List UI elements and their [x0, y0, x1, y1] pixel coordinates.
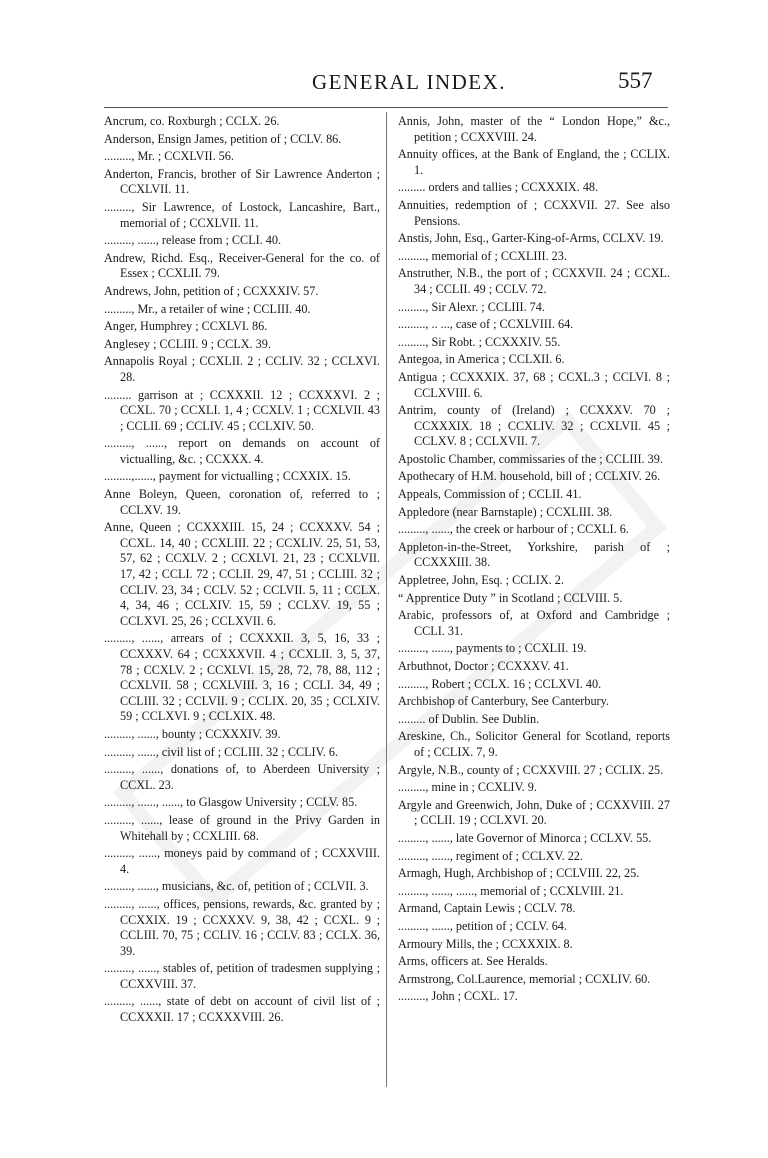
page-title: GENERAL INDEX. — [312, 70, 507, 94]
index-entry: ........., mine in ; CCXLIV. 9. — [398, 780, 537, 795]
index-entry: Arbuthnot, Doctor ; CCXXXV. 41. — [398, 659, 569, 673]
index-entry: Anstruther, N.B., the port of ; CCXXVII. 24 ; CCXL. 34 ; CCLII. 49 ; CCLV. 72. — [398, 266, 670, 296]
page-header — [0, 68, 768, 102]
index-entry: Anger, Humphrey ; CCXLVI. 86. — [104, 319, 268, 334]
index-entry: Andrew, Richd. Esq., Receiver-General for the co. of Essex ; CCXLII. 79. — [104, 250, 380, 281]
index-entry: Anglesey ; CCLIII. 9 ; CCLX. 39. — [104, 336, 271, 351]
index-entry: ........., ......, bounty ; CCXXXIV. 39. — [104, 726, 281, 741]
index-entry: ........., Sir Robt. ; CCXXXIV. 55. — [398, 334, 561, 349]
index-entry: Armoury Mills, the ; CCXXXIX. 8. — [398, 936, 573, 951]
index-entry: Appletree, John, Esq. ; CCLIX. 2. — [398, 573, 564, 588]
index-entry: Ancrum, co. Roxburgh ; CCLX. 26. — [104, 114, 280, 128]
index-entry: ........., ......, offices, pensions, rewards, &c. granted by ; CCXXIX. 19 ; CCXXXV. 9, 38, 42 ; CCXL. 9 ; CCLIII. 70, 75 ; CCLIV. 16 ; CCLV. 83 ; CCLX. 36, 39. — [104, 896, 380, 958]
index-entry: Antigua ; CCXXXIX. 37, 68 ; CCXL.3 ; CCLVI. 8 ; CCLXVIII. 6. — [398, 369, 670, 400]
index-entry: Archbishop of Canterbury, See Canterbury. — [398, 694, 609, 709]
index-entry: ........., ......, ......, memorial of ; CCXLVIII. 21. — [398, 883, 624, 898]
index-entry: Andrews, John, petition of ; CCXXXIV. 57. — [104, 283, 319, 298]
index-entry: ........., memorial of ; CCXLIII. 23. — [398, 248, 567, 263]
index-entry: Antegoa, in America ; CCLXII. 6. — [398, 352, 565, 367]
index-entry: ........., Mr., a retailer of wine ; CCLIII. 40. — [104, 301, 311, 316]
index-entry: Annuity offices, at the Bank of England, the ; CCLIX. 1. — [398, 147, 670, 177]
index-entry: ......... garrison at ; CCXXXII. 12 ; CCXXXVI. 2 ; CCXL. 70 ; CCXLI. 1, 4 ; CCXLV. 1 ; CCXLVII. 43 ; CCLII. 69 ; CCLIV. 45 ; CCLXIV. 50. — [104, 387, 380, 433]
index-entry: ........., John ; CCXL. 17. — [398, 989, 518, 1004]
index-entry: ........., .. ..., case of ; CCXLVIII. 64. — [398, 317, 574, 332]
index-entry: Annuities, redemption of ; CCXXVII. 27. See also Pensions. — [398, 197, 670, 228]
index-entry: ........., ......, state of debt on account of civil list of ; CCXXXII. 17 ; CCXXXVIII. 26. — [104, 994, 380, 1025]
index-entry: Anne Boleyn, Queen, coronation of, referred to ; CCLXV. 19. — [104, 487, 380, 517]
index-entry: Anderson, Ensign James, petition of ; CCLV. 86. — [104, 131, 342, 146]
index-entry: Armand, Captain Lewis ; CCLV. 78. — [398, 901, 576, 916]
column-divider — [386, 112, 387, 1087]
header-rule — [104, 107, 668, 108]
index-entry: Apostolic Chamber, commissaries of the ; CCLIII. 39. — [398, 451, 663, 466]
index-entry: ........., ......, stables of, petition of tradesmen supplying ; CCXXVIII. 37. — [104, 961, 380, 991]
index-entry: Arabic, professors of, at Oxford and Cambridge ; CCLI. 31. — [398, 608, 670, 638]
index-entry: ........., ......, donations of, to Aberdeen University ; CCXL. 23. — [104, 762, 380, 792]
index-entry: ......... orders and tallies ; CCXXXIX. 48. — [398, 180, 599, 195]
index-entry: Antrim, county of (Ireland) ; CCXXXV. 70 ; CCXXXIX. 18 ; CCXLIV. 32 ; CCXLVII. 45 ; CCLXV. 8 ; CCLXVII. 7. — [398, 403, 670, 449]
index-entry: ........., Sir Alexr. ; CCLIII. 74. — [398, 299, 545, 314]
page-number: 557 — [618, 68, 653, 93]
index-entry: ........., Mr. ; CCXLVII. 56. — [104, 149, 234, 164]
index-entry: “ Apprentice Duty ” in Scotland ; CCLVIII. 5. — [398, 590, 623, 605]
index-entry: Appeals, Commission of ; CCLII. 41. — [398, 487, 582, 502]
index-entry: ........., ......, moneys paid by command of ; CCXXVIII. 4. — [104, 846, 380, 876]
index-entry: Annis, John, master of the “ London Hope,” &c., petition ; CCXXVIII. 24. — [398, 114, 670, 144]
index-entry: ........., Robert ; CCLX. 16 ; CCLXVI. 40. — [398, 676, 602, 691]
left-column — [104, 114, 380, 1028]
index-entry: ........., ......, lease of ground in the Privy Garden in Whitehall by ; CCXLIII. 68. — [104, 812, 380, 843]
index-entry: ........., Sir Lawrence, of Lostock, Lancashire, Bart., memorial of ; CCXLVII. 11. — [104, 199, 380, 230]
index-entry: ........., ......, regiment of ; CCLXV. 22. — [398, 848, 583, 863]
index-entry: ........., ......, late Governor of Minorca ; CCLXV. 55. — [398, 830, 652, 845]
index-entry: .........,......, payment for victualling ; CCXXIX. 15. — [104, 469, 351, 484]
index-entry: ......... of Dublin. See Dublin. — [398, 711, 540, 726]
index-entry: Arms, officers at. See Heralds. — [398, 954, 548, 969]
index-entry: Armagh, Hugh, Archbishop of ; CCLVIII. 22, 25. — [398, 866, 640, 881]
right-column — [398, 114, 670, 1007]
index-entry: Argyle, N.B., county of ; CCXXVIII. 27 ; CCLIX. 25. — [398, 762, 664, 777]
index-entry: Anne, Queen ; CCXXXIII. 15, 24 ; CCXXXV. 54 ; CCXL. 14, 40 ; CCXLIII. 22 ; CCXLIV. 25, 51, 53, 57, 62 ; CCXLV. 2 ; CCXLVI. 21, 23 ; CCXLVII. 17, 42 ; CCLI. 72 ; CCLII. 29, 47, 51 ; CCLIII. 32 ; CCLIV. 23, 34 ; CCLV. 52 ; CCLVII. 5, 11 ; CCLX. 4, 34, 46 ; CCLXIV. 15, 59 ; CCLXV. 19, 55 ; CCLXVI. 25, 26 ; CCLXVII. 6. — [104, 520, 380, 628]
index-entry: ........., ......, musicians, &c. of, petition of ; CCLVII. 3. — [104, 879, 369, 894]
index-entry: ........., ......, civil list of ; CCLIII. 32 ; CCLIV. 6. — [104, 744, 339, 759]
index-entry: Armstrong, Col.Laurence, memorial ; CCXLIV. 60. — [398, 971, 651, 986]
index-entry: ........., ......, arrears of ; CCXXXII. 3, 5, 16, 33 ; CCXXXV. 64 ; CCXXXVII. 4 ; CCXLII. 3, 5, 37, 78 ; CCXLV. 2 ; CCXLVI. 15, 28, 72, 78, 88, 112 ; CCXLVII. 58 ; CCXLVIII. 3, 16 ; CCLI. 34, 49 ; CCLIII. 32 ; CCLVII. 9 ; CCLIX. 20, 35 ; CCLXIV. 59 ; CCLXVI. 9 ; CCLXIX. 48. — [104, 631, 380, 724]
index-entry: Argyle and Greenwich, John, Duke of ; CCXXVIII. 27 ; CCLII. 19 ; CCLXVI. 20. — [398, 797, 670, 828]
index-entry: Areskine, Ch., Solicitor General for Scotland, reports of ; CCLIX. 7, 9. — [398, 729, 670, 759]
index-entry: ........., ......, payments to ; CCXLII. 19. — [398, 641, 587, 656]
index-entry: Annapolis Royal ; CCXLII. 2 ; CCLIV. 32 ; CCLXVI. 28. — [104, 354, 380, 384]
index-entry: Anderton, Francis, brother of Sir Lawrence Anderton ; CCXLVII. 11. — [104, 166, 380, 197]
index-entry: ........., ......, report on demands on account of victualling, &c. ; CCXXX. 4. — [104, 436, 380, 466]
index-entry: ........., ......, release from ; CCLI. 40. — [104, 233, 282, 248]
index-entry: ........., ......, petition of ; CCLV. 64. — [398, 918, 567, 933]
index-entry: ........., ......, the creek or harbour of ; CCXLI. 6. — [398, 522, 629, 537]
index-entry: Appledore (near Barnstaple) ; CCXLIII. 38. — [398, 504, 613, 519]
index-entry: Appleton-in-the-Street, Yorkshire, parish of ; CCXXXIII. 38. — [398, 539, 670, 570]
index-entry: ........., ......, ......, to Glasgow University ; CCLV. 85. — [104, 795, 358, 810]
index-entry: Apothecary of H.M. household, bill of ; CCLXIV. 26. — [398, 469, 661, 484]
index-entry: Anstis, John, Esq., Garter-King-of-Arms, CCLXV. 19. — [398, 231, 664, 246]
